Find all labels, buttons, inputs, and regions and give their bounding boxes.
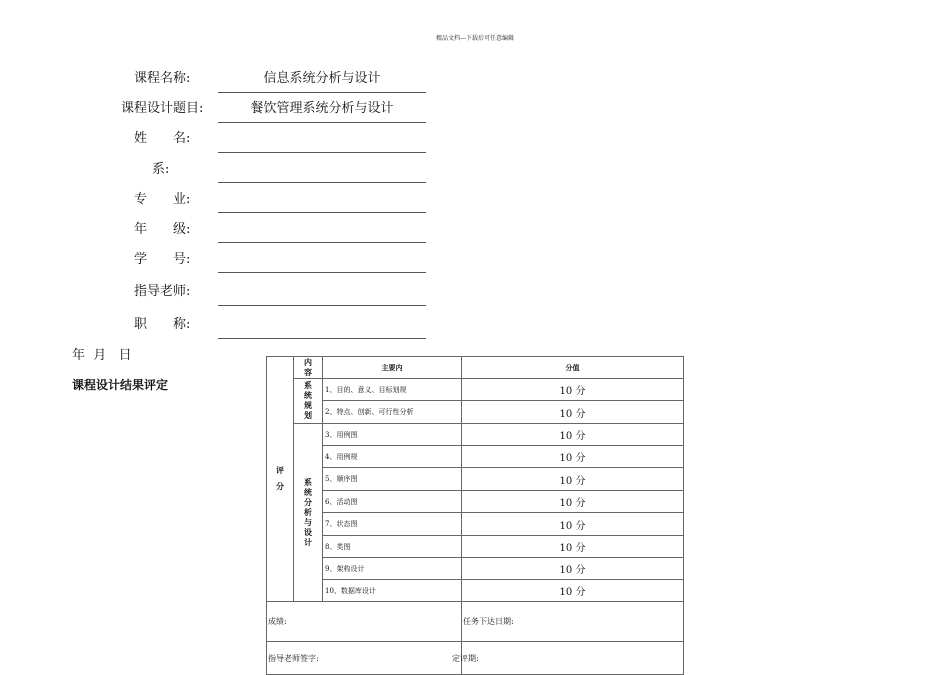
table-row-score: 10 分 <box>461 423 684 446</box>
topic-underline <box>218 122 426 123</box>
table-row-item: 10、数据库设计 <box>322 579 462 602</box>
table-row-item: 4、用例规 <box>322 445 462 468</box>
category-header-char: 容 <box>304 367 312 377</box>
task-date-cell: 任务下达日期: <box>461 601 684 642</box>
date-line: 年 月 日 <box>72 348 132 363</box>
header-note: 精品文档---下载后可任意编辑 <box>435 35 515 42</box>
title-label: 职 称: <box>134 317 191 332</box>
grade-underline <box>218 242 426 243</box>
table-row-item: 1、目的、意义、目标划规 <box>322 378 462 401</box>
score-group-char: 分 <box>276 482 284 491</box>
course-name-label: 课程名称: <box>134 71 191 86</box>
group-char: 统 <box>304 487 312 497</box>
group-char: 划 <box>304 411 312 420</box>
review-date-cell <box>452 641 684 675</box>
section-heading: 课程设计结果评定 <box>72 378 169 392</box>
course-name-value: 信息系统分析与设计 <box>263 71 381 86</box>
table-row-item: 5、顺序图 <box>322 467 462 491</box>
student-id-underline <box>218 272 426 273</box>
student-id-label: 学 号: <box>134 252 191 267</box>
table-row-score: 10 分 <box>461 557 684 580</box>
name-label: 姓 名: <box>134 131 191 146</box>
table-row-score: 10 分 <box>461 579 684 602</box>
dept-underline <box>218 182 426 183</box>
table-row-item: 2、特点、创新、可行性分析 <box>322 400 462 424</box>
table-row-item: 9、架构设计 <box>322 557 462 580</box>
group-char: 系 <box>304 477 312 487</box>
topic-label: 课程设计题目: <box>121 101 204 116</box>
group-system-analysis <box>293 423 323 602</box>
category-header-char: 内 <box>304 357 312 367</box>
major-underline <box>218 212 426 213</box>
name-underline <box>218 152 426 153</box>
table-row-score: 10 分 <box>461 467 684 491</box>
dept-label: 系: <box>152 162 170 177</box>
group-char: 分 <box>304 497 312 507</box>
group-char: 统 <box>304 391 312 400</box>
group-char: 设 <box>304 527 312 537</box>
category-header <box>293 356 323 379</box>
review-date-label: 定评期: <box>452 653 479 663</box>
table-row-score: 10 分 <box>461 535 684 558</box>
table-row-score: 10 分 <box>461 445 684 468</box>
grade-cell: 成绩: <box>266 601 462 642</box>
group-char: 析 <box>304 507 312 517</box>
table-row-score: 10 分 <box>461 400 684 424</box>
title-underline <box>218 338 426 339</box>
table-row-item: 8、类图 <box>322 535 462 558</box>
group-char: 计 <box>304 537 312 547</box>
topic-value: 餐饮管理系统分析与设计 <box>250 101 394 116</box>
advisor-sign-cell: 指导老师签字: <box>266 641 462 675</box>
score-group-char: 评 <box>276 466 284 475</box>
group-system-planning <box>293 378 323 424</box>
score-group-cell <box>266 356 294 602</box>
major-label: 专 业: <box>134 192 191 207</box>
course-name-underline <box>218 92 426 93</box>
advisor-label: 指导老师: <box>134 284 191 299</box>
table-row-score: 10 分 <box>461 378 684 401</box>
group-char: 与 <box>304 517 312 527</box>
table-row-item: 7、状态图 <box>322 512 462 536</box>
table-row-item: 6、活动图 <box>322 490 462 513</box>
score-header: 分值 <box>461 356 684 379</box>
table-row-score: 10 分 <box>461 512 684 536</box>
advisor-underline <box>218 305 426 306</box>
grade-label: 年 级: <box>134 222 191 237</box>
table-row-item: 3、用例图 <box>322 423 462 446</box>
group-char: 规 <box>304 401 312 410</box>
main-content-header: 主要内 <box>322 356 462 379</box>
group-char: 系 <box>304 381 312 390</box>
table-row-score: 10 分 <box>461 490 684 513</box>
